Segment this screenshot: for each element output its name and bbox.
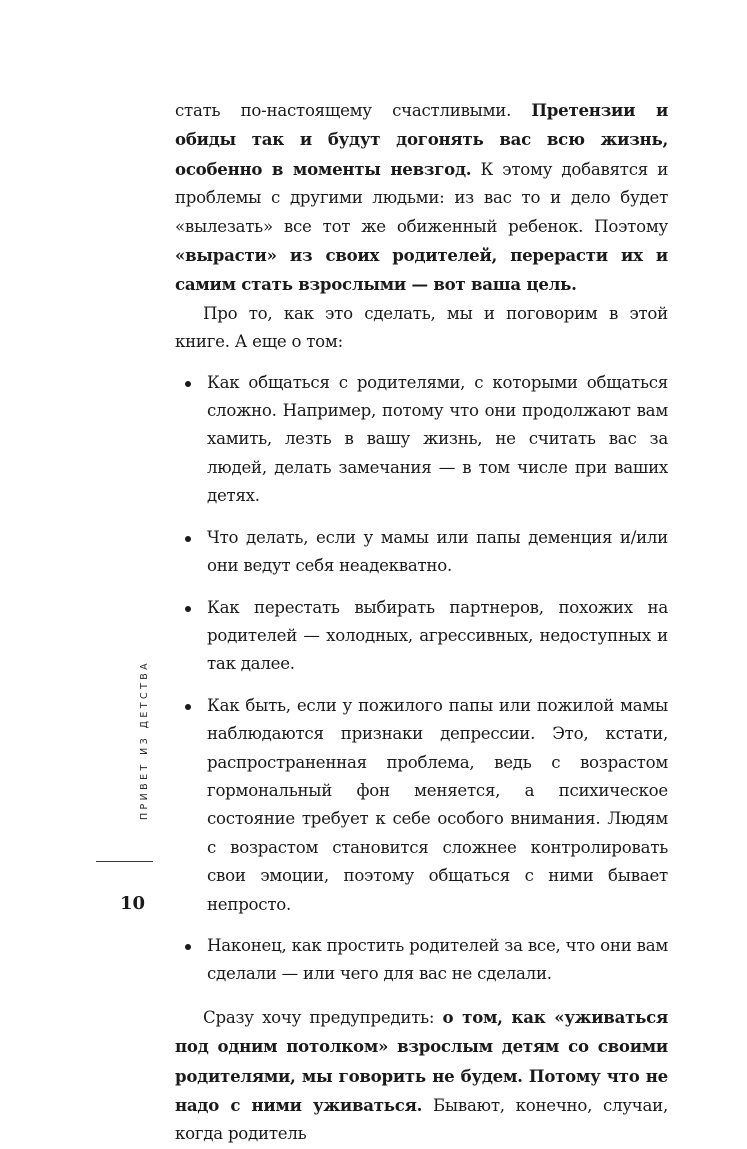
paragraph-3-text-2: Бывают, конечно, случаи, когда родитель (175, 1096, 668, 1144)
paragraph-1-bold-2: «вырасти» из своих родителей, перерасти их и самим стать взрослыми — вот ваша цель. (175, 245, 668, 295)
main-text (175, 96, 668, 1149)
list-item: Как перестать выбирать партнеров, похожих на родителей — холодных, агрессивных, недоступных и так далее. (175, 594, 668, 679)
bullet-list (175, 369, 668, 989)
side-divider (96, 861, 153, 862)
paragraph-3-text-1: Сразу хочу предупредить: (203, 1007, 443, 1027)
paragraph-2: Про то, как это сделать, мы и поговорим в этой книге. А еще о том: (175, 303, 668, 352)
paragraph-3 (175, 1003, 668, 1149)
page-number: 10 (120, 893, 146, 914)
paragraph-3-bold-1: о том, как «уживаться под одним потолком» взрослым детям со своими родителями, мы говорить не будем. Потому что не надо с ними уживаться. (175, 1006, 668, 1115)
list-item: Как быть, если у пожилого папы или пожилой мамы наблюдаются признаки депрессии. Это, кстати, распространенная проблема, ведь с возрастом гормональный фон меняется, а психическое состояние требует к себе особого внимания. Людям с возрастом становится сложнее контролировать свои эмоции, поэтому общаться с ними бывает непросто. (175, 692, 668, 919)
paragraph-1-text-2: К этому добавятся и проблемы с другими людьми: из вас то и дело будет «вылезать» все тот же обиженный ребенок. Поэтому (175, 159, 668, 236)
list-item: Как общаться с родителями, с которыми общаться сложно. Например, потому что они продолжают вам хамить, лезть в вашу жизнь, не считать вас за людей, делать замечания — в том числе при ваших детях. (175, 369, 668, 511)
paragraph-1-text-1: стать по-настоящему счастливыми. (175, 101, 532, 120)
paragraph-1-bold-1: Претензии и обиды так и будут догонять вас всю жизнь, особенно в моменты невзгод. (175, 100, 668, 179)
list-item: Наконец, как простить родителей за все, что они вам сделали — или чего для вас не сделали. (175, 932, 668, 989)
paragraph-1 (175, 96, 668, 300)
running-head: ПРИВЕТ ИЗ ДЕТСТВА (139, 659, 150, 820)
list-item: Что делать, если у мамы или папы деменция и/или они ведут себя неадекватно. (175, 524, 668, 581)
